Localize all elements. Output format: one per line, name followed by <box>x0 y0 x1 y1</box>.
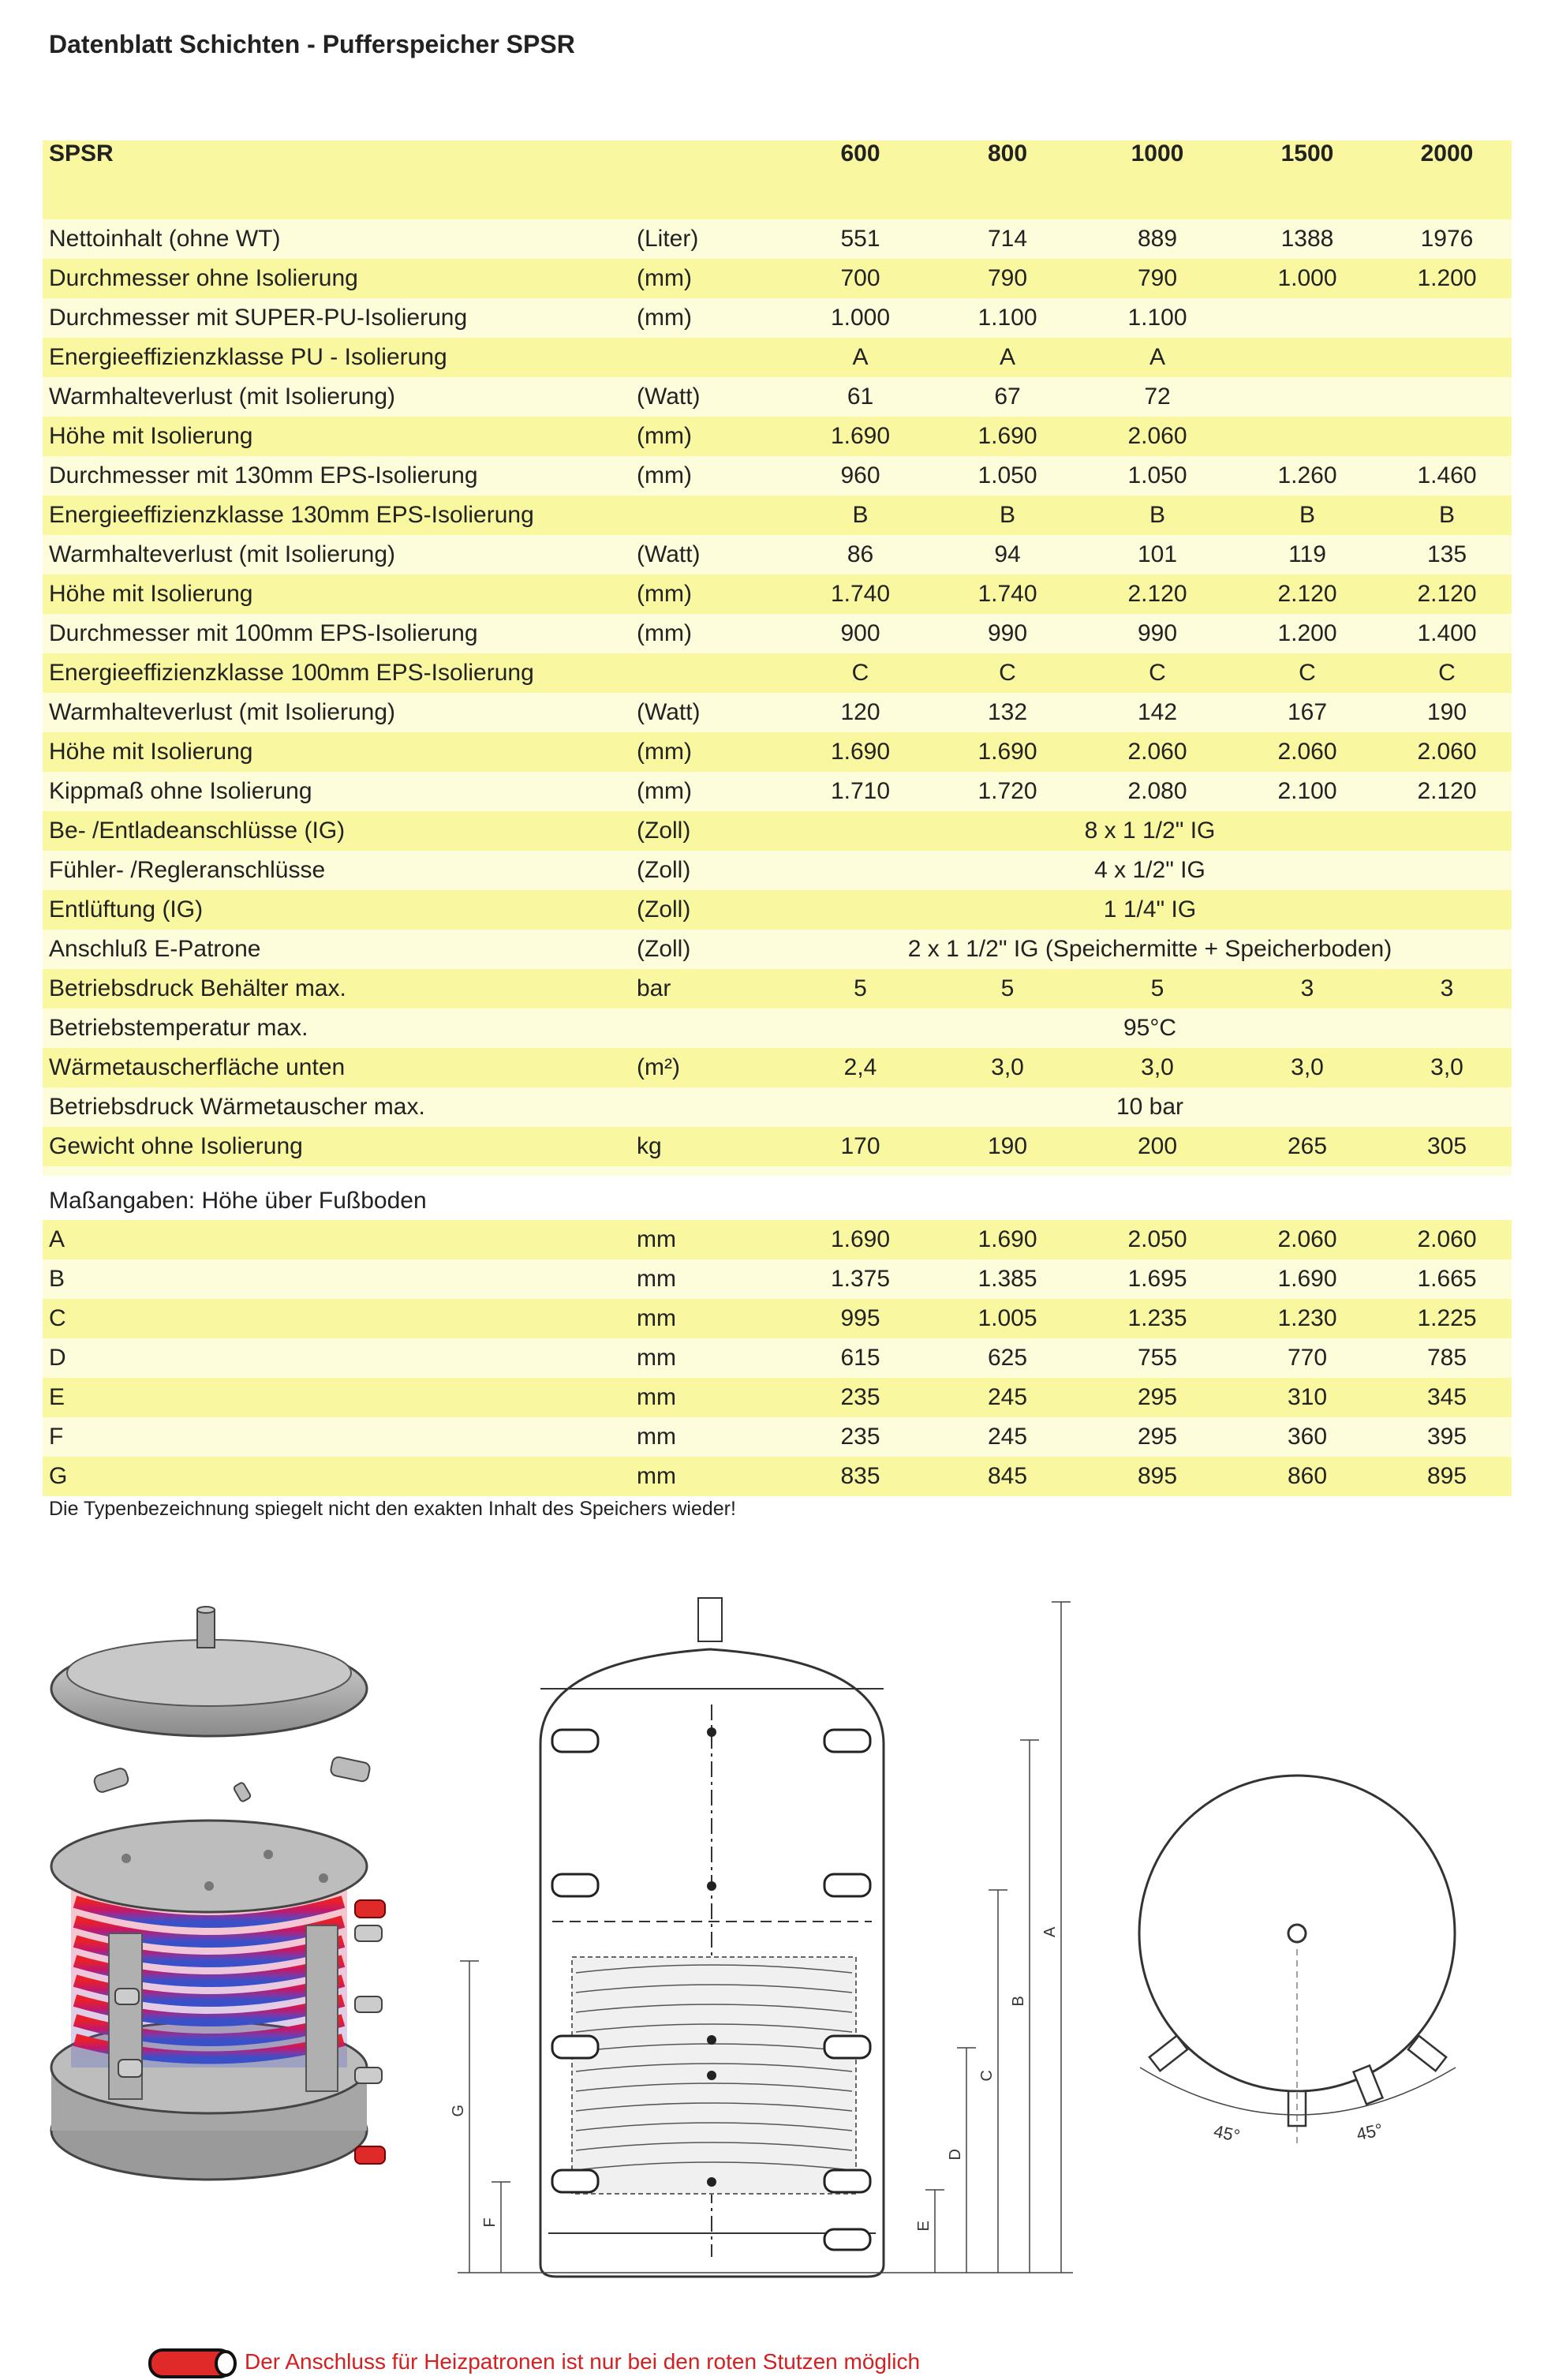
spec-cell: 1.740 <box>788 574 933 614</box>
dimension-cell: 1.235 <box>1082 1299 1232 1338</box>
spec-cell: 2.100 <box>1232 772 1382 811</box>
spec-cell: C <box>1082 653 1232 693</box>
spec-cell: 1.260 <box>1232 456 1382 496</box>
angle-label-left: 45° <box>1212 2120 1242 2146</box>
spec-row <box>43 338 1512 377</box>
spec-row <box>43 930 1512 969</box>
spec-row-unit: (Watt) <box>630 377 788 417</box>
header-size: 1000 <box>1082 140 1232 219</box>
lid <box>51 1607 367 1736</box>
spec-cell: 1.200 <box>1382 259 1512 298</box>
spec-row-label: Energieeffizienzklasse PU - Isolierung <box>43 338 630 377</box>
spec-row <box>43 535 1512 574</box>
spec-cell: 551 <box>788 219 933 259</box>
dimension-cell: 845 <box>933 1457 1082 1496</box>
spec-cell: A <box>933 338 1082 377</box>
angle-label-right: 45° <box>1355 2119 1385 2145</box>
dimension-cell: 625 <box>933 1338 1082 1378</box>
spec-row-unit <box>630 496 788 535</box>
spec-cell <box>1382 298 1512 338</box>
spec-row-unit: (m²) <box>630 1048 788 1087</box>
loose-plugs <box>93 1756 371 1802</box>
spec-row-unit <box>630 338 788 377</box>
spec-cell: 790 <box>1082 259 1232 298</box>
spec-row-label: Fühler- /Regleranschlüsse <box>43 851 630 890</box>
spec-cell: C <box>788 653 933 693</box>
spec-cell: 1.200 <box>1232 614 1382 653</box>
spec-row-label: Energieeffizienzklasse 130mm EPS-Isolierung <box>43 496 630 535</box>
dimension-label: G <box>43 1457 630 1496</box>
dimension-row <box>43 1417 1512 1457</box>
document-title: Datenblatt Schichten - Pufferspeicher SPSR <box>49 30 575 58</box>
spec-cell: 1.050 <box>1082 456 1232 496</box>
spec-row-span-value: 95°C <box>788 1009 1512 1048</box>
spec-cell: 1.000 <box>788 298 933 338</box>
dimension-cell: 2.060 <box>1232 1220 1382 1259</box>
spec-row <box>43 653 1512 693</box>
dimension-label: C <box>43 1299 630 1338</box>
spec-row-label: Energieeffizienzklasse 100mm EPS-Isolierung <box>43 653 630 693</box>
footnote: Die Typenbezeichnung spiegelt nicht den exakten Inhalt des Speichers wieder! <box>49 1498 736 1520</box>
spec-cell: 1976 <box>1382 219 1512 259</box>
spec-cell: 61 <box>788 377 933 417</box>
dimension-cell: 835 <box>788 1457 933 1496</box>
spec-row <box>43 890 1512 930</box>
spec-cell: C <box>1232 653 1382 693</box>
spec-row <box>43 1009 1512 1048</box>
spec-cell: 5 <box>788 969 933 1009</box>
dimension-cell: 860 <box>1232 1457 1382 1496</box>
spec-cell: 1.690 <box>788 732 933 772</box>
spec-cell <box>1382 377 1512 417</box>
spec-cell: 2.060 <box>1082 732 1232 772</box>
dimension-letter-g: G <box>450 2104 467 2117</box>
spec-cell: 2.060 <box>1232 732 1382 772</box>
spec-row <box>43 298 1512 338</box>
spec-cell: 86 <box>788 535 933 574</box>
spec-cell: B <box>788 496 933 535</box>
spec-row-span-value: 8 x 1 1/2" IG <box>788 811 1512 851</box>
dimension-cell: 1.665 <box>1382 1259 1512 1299</box>
dimension-cell: 395 <box>1382 1417 1512 1457</box>
spec-row <box>43 1048 1512 1087</box>
spec-cell: 2.060 <box>1382 732 1512 772</box>
spec-row-label: Durchmesser mit 100mm EPS-Isolierung <box>43 614 630 653</box>
spec-cell: B <box>933 496 1082 535</box>
spec-row-label: Durchmesser ohne Isolierung <box>43 259 630 298</box>
header-size: 1500 <box>1232 140 1382 219</box>
spec-row-label: Durchmesser mit SUPER-PU-Isolierung <box>43 298 630 338</box>
spec-row-unit: (mm) <box>630 732 788 772</box>
dimension-letter-a: A <box>1041 1926 1059 1937</box>
spec-row <box>43 456 1512 496</box>
header-size: 800 <box>933 140 1082 219</box>
spec-row-label: Be- /Entladeanschlüsse (IG) <box>43 811 630 851</box>
spec-cell: 3,0 <box>1082 1048 1232 1087</box>
dimension-cell: 345 <box>1382 1378 1512 1417</box>
spec-row-unit: (Zoll) <box>630 890 788 930</box>
dimension-unit: mm <box>630 1417 788 1457</box>
dimension-letter-d: D <box>947 2149 964 2161</box>
dimension-label: F <box>43 1417 630 1457</box>
dimension-cell: 1.690 <box>933 1220 1082 1259</box>
dimension-cell: 295 <box>1082 1378 1232 1417</box>
spec-cell: 2.120 <box>1082 574 1232 614</box>
spec-row-span-value: 1 1/4" IG <box>788 890 1512 930</box>
dimension-cell: 895 <box>1082 1457 1232 1496</box>
spec-row-label: Warmhalteverlust (mit Isolierung) <box>43 377 630 417</box>
dimension-cell: 770 <box>1232 1338 1382 1378</box>
dimension-cell: 1.225 <box>1382 1299 1512 1338</box>
dimension-cell: 1.230 <box>1232 1299 1382 1338</box>
spec-cell: 2.120 <box>1232 574 1382 614</box>
spec-row <box>43 417 1512 456</box>
spec-row-unit: (mm) <box>630 614 788 653</box>
dimension-cell: 755 <box>1082 1338 1232 1378</box>
header-size: 600 <box>788 140 933 219</box>
spec-cell <box>1232 417 1382 456</box>
spec-cell: C <box>933 653 1082 693</box>
spec-row <box>43 259 1512 298</box>
spec-cell: 1.690 <box>933 417 1082 456</box>
spec-cell: 305 <box>1382 1127 1512 1166</box>
spec-cell: 170 <box>788 1127 933 1166</box>
dimension-unit: mm <box>630 1259 788 1299</box>
spec-row <box>43 851 1512 890</box>
spec-row-unit: (mm) <box>630 259 788 298</box>
spec-row-unit: (mm) <box>630 772 788 811</box>
spec-cell: 1.050 <box>933 456 1082 496</box>
spec-cell: 190 <box>1382 693 1512 732</box>
dimension-row <box>43 1457 1512 1496</box>
spec-cell: 72 <box>1082 377 1232 417</box>
spec-cell: 990 <box>1082 614 1232 653</box>
spec-row <box>43 969 1512 1009</box>
spec-row <box>43 1087 1512 1127</box>
tank-top-view <box>1097 1720 1523 2162</box>
spec-row-label: Entlüftung (IG) <box>43 890 630 930</box>
spec-row-label: Höhe mit Isolierung <box>43 574 630 614</box>
spec-cell: 3 <box>1232 969 1382 1009</box>
spec-row-unit: (Zoll) <box>630 930 788 969</box>
spec-cell: 1388 <box>1232 219 1382 259</box>
dimension-cell: 1.695 <box>1082 1259 1232 1299</box>
dimension-row <box>43 1259 1512 1299</box>
spec-cell: 1.400 <box>1382 614 1512 653</box>
spec-row <box>43 732 1512 772</box>
spec-cell: 132 <box>933 693 1082 732</box>
spec-row-unit: (Liter) <box>630 219 788 259</box>
dimension-row <box>43 1338 1512 1378</box>
spec-cell: 142 <box>1082 693 1232 732</box>
spec-row-span-value: 10 bar <box>788 1087 1512 1127</box>
spec-cell: 2.120 <box>1382 574 1512 614</box>
spec-row-unit: (mm) <box>630 298 788 338</box>
spec-cell: 1.100 <box>1082 298 1232 338</box>
dimension-cell: 895 <box>1382 1457 1512 1496</box>
spec-row-label: Wärmetauscherfläche unten <box>43 1048 630 1087</box>
spec-cell: 190 <box>933 1127 1082 1166</box>
dimension-cell: 1.385 <box>933 1259 1082 1299</box>
dimension-cell: 615 <box>788 1338 933 1378</box>
dimension-cell: 995 <box>788 1299 933 1338</box>
spec-row <box>43 219 1512 259</box>
spec-table <box>43 140 1512 1176</box>
dimension-cell: 2.060 <box>1382 1220 1512 1259</box>
dimension-unit: mm <box>630 1220 788 1259</box>
dimensions-title: Maßangaben: Höhe über Fußboden <box>49 1188 427 1214</box>
dimension-cell: 310 <box>1232 1378 1382 1417</box>
spec-row-span-value: 4 x 1/2" IG <box>788 851 1512 890</box>
dimension-unit: mm <box>630 1378 788 1417</box>
spec-cell: A <box>1082 338 1232 377</box>
spec-cell: B <box>1232 496 1382 535</box>
spec-cell: 5 <box>933 969 1082 1009</box>
spec-row-unit: (mm) <box>630 417 788 456</box>
spec-row-label: Höhe mit Isolierung <box>43 732 630 772</box>
spec-row <box>43 1127 1512 1166</box>
spec-row-unit: (Zoll) <box>630 811 788 851</box>
dimension-label: D <box>43 1338 630 1378</box>
spec-row-label: Durchmesser mit 130mm EPS-Isolierung <box>43 456 630 496</box>
dimension-cell: 1.375 <box>788 1259 933 1299</box>
spec-cell: 167 <box>1232 693 1382 732</box>
spec-cell: 200 <box>1082 1127 1232 1166</box>
dimension-row <box>43 1378 1512 1417</box>
dimension-cell: 2.050 <box>1082 1220 1232 1259</box>
spec-cell <box>1232 377 1382 417</box>
dimension-cell: 245 <box>933 1378 1082 1417</box>
dimension-label: E <box>43 1378 630 1417</box>
spec-row-label: Betriebsdruck Wärmetauscher max. <box>43 1087 630 1127</box>
spec-cell: 119 <box>1232 535 1382 574</box>
header-size: 2000 <box>1382 140 1512 219</box>
spec-cell: 990 <box>933 614 1082 653</box>
dimension-letter-b: B <box>1010 1996 1027 2007</box>
tank-body <box>51 1821 385 2180</box>
spec-row-unit <box>630 653 788 693</box>
spec-cell: 101 <box>1082 535 1232 574</box>
spec-cell: 700 <box>788 259 933 298</box>
spec-cell: 1.100 <box>933 298 1082 338</box>
spec-row <box>43 772 1512 811</box>
spec-cell: C <box>1382 653 1512 693</box>
table-header-row <box>43 140 1512 219</box>
spec-row-label: Betriebsdruck Behälter max. <box>43 969 630 1009</box>
dimension-cell: 1.005 <box>933 1299 1082 1338</box>
spec-row-unit: (mm) <box>630 574 788 614</box>
spec-row-label: Warmhalteverlust (mit Isolierung) <box>43 535 630 574</box>
spec-cell: 1.710 <box>788 772 933 811</box>
tank-technical-drawing <box>426 1586 1089 2296</box>
spec-row <box>43 574 1512 614</box>
spec-cell: 3 <box>1382 969 1512 1009</box>
spec-cell: 960 <box>788 456 933 496</box>
spec-row <box>43 496 1512 535</box>
spec-cell: 135 <box>1382 535 1512 574</box>
dimensions-table <box>43 1220 1512 1496</box>
dimension-cell: 235 <box>788 1378 933 1417</box>
spec-cell: 1.690 <box>788 417 933 456</box>
dimension-letter-e: E <box>915 2221 933 2232</box>
spec-cell: 2.120 <box>1382 772 1512 811</box>
spec-cell: 1.460 <box>1382 456 1512 496</box>
dimension-row <box>43 1220 1512 1259</box>
dimension-cell: 245 <box>933 1417 1082 1457</box>
spec-cell: 120 <box>788 693 933 732</box>
spec-row-unit: kg <box>630 1127 788 1166</box>
spec-cell: 3,0 <box>1232 1048 1382 1087</box>
dimension-row <box>43 1299 1512 1338</box>
spec-cell: 94 <box>933 535 1082 574</box>
spec-cell: 790 <box>933 259 1082 298</box>
spec-cell <box>1232 338 1382 377</box>
spec-cell: 265 <box>1232 1127 1382 1166</box>
spec-cell <box>1232 298 1382 338</box>
dimension-cell: 295 <box>1082 1417 1232 1457</box>
spec-row-unit: (Watt) <box>630 535 788 574</box>
spec-cell: A <box>788 338 933 377</box>
spec-row-label: Betriebstemperatur max. <box>43 1009 630 1048</box>
spec-cell: B <box>1382 496 1512 535</box>
spec-cell: 3,0 <box>933 1048 1082 1087</box>
spec-row-unit: bar <box>630 969 788 1009</box>
dimension-unit: mm <box>630 1299 788 1338</box>
spec-row-label: Höhe mit Isolierung <box>43 417 630 456</box>
spec-row-label: Nettoinhalt (ohne WT) <box>43 219 630 259</box>
spec-cell: 900 <box>788 614 933 653</box>
dimension-cell: 785 <box>1382 1338 1512 1378</box>
spec-cell <box>1382 338 1512 377</box>
dimension-letter-c: C <box>978 2070 996 2082</box>
spec-row <box>43 811 1512 851</box>
header-label: SPSR <box>43 140 630 219</box>
spec-row <box>43 693 1512 732</box>
spec-cell: 67 <box>933 377 1082 417</box>
spec-cell: 1.690 <box>933 732 1082 772</box>
spec-cell: 714 <box>933 219 1082 259</box>
legend-text: Der Anschluss für Heizpatronen ist nur bei den roten Stutzen möglich <box>245 2349 921 2374</box>
dimension-label: A <box>43 1220 630 1259</box>
spec-cell: 1.720 <box>933 772 1082 811</box>
spec-row-unit <box>630 1087 788 1127</box>
dimension-unit: mm <box>630 1457 788 1496</box>
spec-row-unit: (Watt) <box>630 693 788 732</box>
spec-row-unit <box>630 1009 788 1048</box>
spec-row-label: Anschluß E-Patrone <box>43 930 630 969</box>
spec-row <box>43 377 1512 417</box>
spec-cell: 2.080 <box>1082 772 1232 811</box>
spec-row-span-value: 2 x 1 1/2" IG (Speichermitte + Speicherboden) <box>788 930 1512 969</box>
spec-row-label: Kippmaß ohne Isolierung <box>43 772 630 811</box>
spec-row-unit: (Zoll) <box>630 851 788 890</box>
spec-cell: B <box>1082 496 1232 535</box>
dimension-cell: 360 <box>1232 1417 1382 1457</box>
dimension-cell: 1.690 <box>1232 1259 1382 1299</box>
spec-cell: 5 <box>1082 969 1232 1009</box>
spec-cell: 3,0 <box>1382 1048 1512 1087</box>
spec-row-label: Warmhalteverlust (mit Isolierung) <box>43 693 630 732</box>
spec-cell: 1.740 <box>933 574 1082 614</box>
spec-cell: 889 <box>1082 219 1232 259</box>
dimension-label: B <box>43 1259 630 1299</box>
dimension-letter-f: F <box>481 2217 499 2228</box>
spec-cell: 1.000 <box>1232 259 1382 298</box>
spec-cell: 2.060 <box>1082 417 1232 456</box>
dimension-cell: 1.690 <box>788 1220 933 1259</box>
spec-cell: 2,4 <box>788 1048 933 1087</box>
table-spacer <box>43 1166 1512 1176</box>
spec-cell <box>1382 417 1512 456</box>
tank-exploded-illustration <box>39 1594 402 2210</box>
dimension-unit: mm <box>630 1338 788 1378</box>
spec-row-unit: (mm) <box>630 456 788 496</box>
dimension-cell: 235 <box>788 1417 933 1457</box>
spec-row-label: Gewicht ohne Isolierung <box>43 1127 630 1166</box>
spec-row <box>43 614 1512 653</box>
